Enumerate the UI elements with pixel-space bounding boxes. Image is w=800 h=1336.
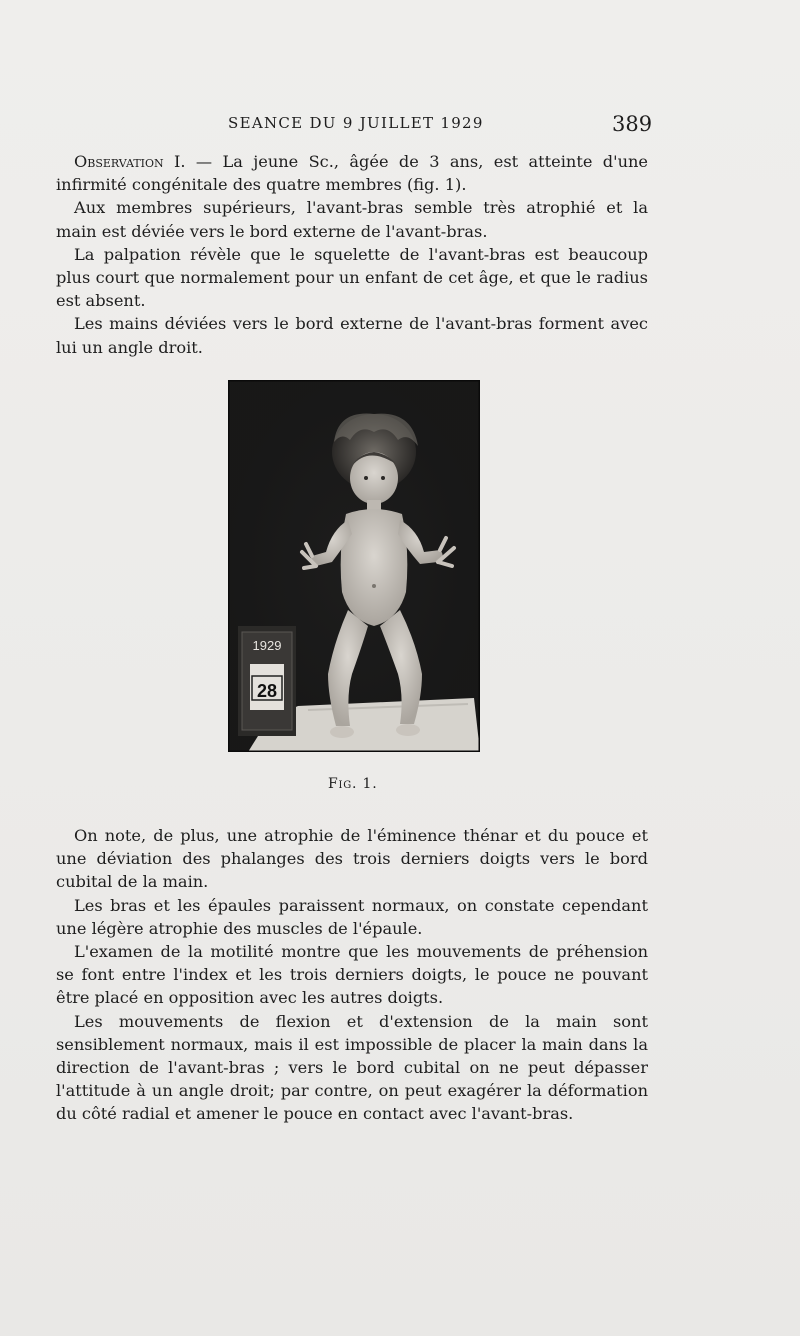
- calendar-year: 1929: [252, 638, 282, 653]
- torso: [341, 509, 408, 626]
- child-photograph: [228, 380, 480, 752]
- observation-label: Observation I.: [74, 152, 186, 171]
- paragraph: Les mouvements de flexion et d'extension de la main sont sensiblement normaux, mais il est impossible de placer la main dans la direction de l'avant-bras ; vers le bord cubital on ne peut dépasser l'attitude à un angle droit; par contre, on peut exagérer la déformation du côté radial et amener le pouce en contact avec l'avant-bras.: [56, 1011, 648, 1124]
- paragraph: La palpation révèle que le squelette de l'avant-bras est beaucoup plus court que normalement pour un enfant de cet âge, et que le radius est absent.: [56, 244, 648, 311]
- paragraph: L'examen de la motilité montre que les mouvements de préhension se font entre l'index et les trois derniers doigts, le pouce ne pouvant être placé en opposition avec les autres doigts.: [56, 942, 648, 1008]
- body-text-top: [56, 150, 648, 359]
- paragraph: [56, 150, 648, 196]
- page-header: [0, 110, 800, 140]
- figure-caption: Fig. 1.: [328, 776, 378, 792]
- page-number: 389: [612, 112, 653, 136]
- calendar-day: 28: [256, 681, 278, 701]
- paragraph: Aux membres supérieurs, l'avant-bras semble très atrophié et la main est déviée vers le bord externe de l'avant-bras.: [56, 198, 648, 241]
- figure-photo: [228, 380, 480, 752]
- paragraph: Les mains déviées vers le bord externe de l'avant-bras forment avec lui un angle droit.: [56, 314, 648, 357]
- calendar-icon: [238, 626, 296, 736]
- paragraph: On note, de plus, une atrophie de l'éminence thénar et du pouce et une déviation des phalanges des trois derniers doigts vers le bord cubital de la main.: [56, 826, 648, 892]
- paragraph: Les bras et les épaules paraissent normaux, on constate cependant une légère atrophie des muscles de l'épaule.: [56, 895, 648, 938]
- running-head: SEANCE DU 9 JUILLET 1929: [228, 114, 484, 132]
- body-text-bottom: [56, 824, 648, 1126]
- paragraph-text: — La jeune Sc., âgée de 3 ans, est atteinte d'une infirmité congénitale des quatre membres (fig. 1).: [56, 152, 648, 195]
